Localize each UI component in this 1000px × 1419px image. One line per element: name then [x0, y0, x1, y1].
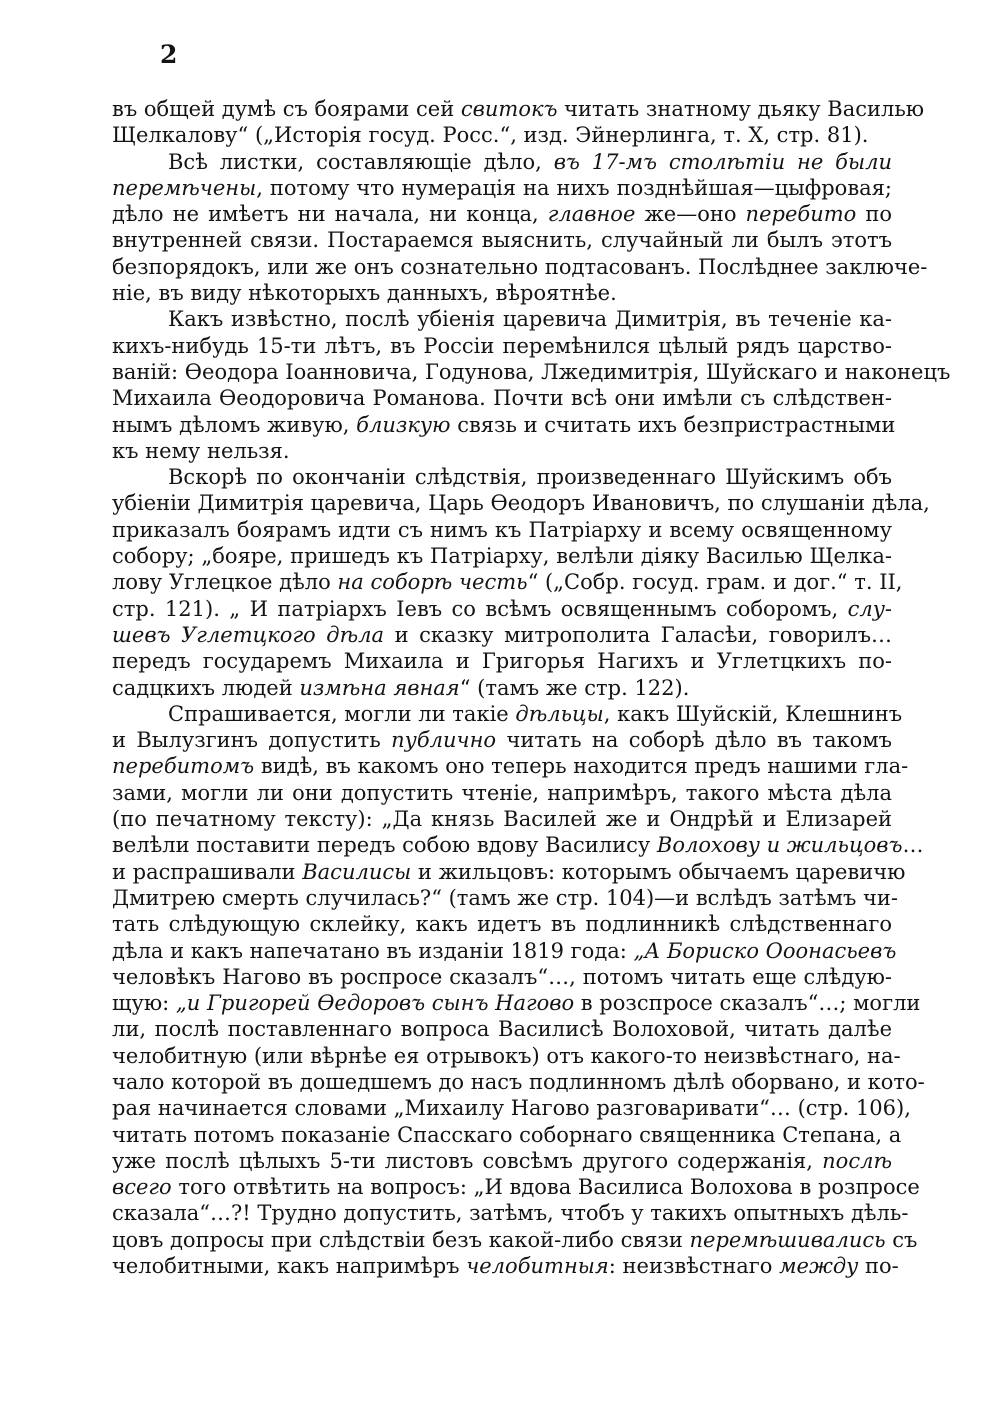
- text-line: [112, 1069, 925, 1095]
- text-line: [112, 122, 892, 148]
- italic-text: публично: [391, 728, 497, 753]
- text-line: [112, 964, 892, 990]
- text-line: [112, 1043, 901, 1069]
- text-segment: Вскорѣ по окончаніи слѣдствія, произведеннаго Шуйскимъ объ: [168, 465, 892, 490]
- italic-text: на соборѣ честь: [337, 570, 528, 595]
- text-line: [112, 280, 892, 306]
- text-segment: въ общей думѣ съ боярами сей: [112, 97, 461, 121]
- italic-text: Василисы: [302, 859, 412, 884]
- italic-text: Волохову и жильцовъ: [656, 833, 903, 858]
- text-segment: читать на соборѣ дѣло въ такомъ: [496, 728, 893, 753]
- italic-text: близкую: [356, 412, 451, 437]
- text-line: [112, 675, 892, 701]
- text-segment: ли, послѣ поставленнаго вопроса Василисѣ Волоховой, читать далѣе: [112, 1017, 892, 1042]
- text-segment: внутренней связи. Постараемся выяснить, случайный ли былъ этотъ: [112, 228, 892, 253]
- text-segment: связь и считать ихъ безпристрастными: [450, 412, 896, 437]
- text-segment: садцкихъ людей: [112, 675, 300, 700]
- text-segment: щую:: [112, 991, 176, 1016]
- page-text: [112, 96, 951, 1279]
- text-segment: “ („Собр. госуд. грам. и дог.“ т. II,: [527, 570, 903, 595]
- text-line: [112, 780, 892, 806]
- italic-text: главное: [547, 202, 636, 227]
- text-line: [112, 1227, 918, 1253]
- text-line: [112, 911, 892, 937]
- italic-text: въ 17-мъ столѣтіи не были: [553, 149, 892, 174]
- text-segment: къ нему нельзя.: [112, 438, 290, 463]
- italic-text: шевъ Углетцкого дѣла: [112, 622, 385, 647]
- text-line: [112, 254, 928, 280]
- text-line: [112, 806, 892, 832]
- text-line: [112, 438, 892, 464]
- text-line: [112, 701, 903, 727]
- text-line: [112, 990, 921, 1016]
- text-line: [112, 543, 892, 569]
- text-segment: и жильцовъ: которымъ обычаемъ царевичю: [411, 859, 906, 884]
- text-line: [112, 1095, 911, 1121]
- text-segment: …: [902, 833, 924, 858]
- page-number: 2: [160, 40, 178, 69]
- italic-text: между: [779, 1254, 859, 1279]
- text-segment: зами, могли ли они допустить чтеніе, напримѣръ, такого мѣста дѣла: [112, 780, 892, 805]
- text-segment: уже послѣ цѣлыхъ 5-ти листовъ совсѣмъ другого содержанія,: [112, 1148, 823, 1173]
- text-segment: человѣкъ Нагово въ роспросе сказалъ“…, потомъ читать еще слѣдую-: [112, 964, 892, 989]
- text-segment: и сказку митрополита Галасѣи, говорилъ…: [384, 622, 892, 647]
- italic-text: послѣ: [822, 1148, 892, 1173]
- text-line: [112, 1200, 909, 1226]
- text-segment: и Вылузгинъ допустить: [112, 728, 392, 753]
- text-segment: читать знатному дьяку Василью: [557, 97, 925, 121]
- text-segment: “ (тамъ же стр. 122).: [459, 675, 690, 700]
- text-segment: и распрашивали: [112, 859, 303, 884]
- text-line: [112, 1148, 892, 1174]
- text-segment: ніе, въ виду нѣкоторыхъ данныхъ, вѣроятнѣе.: [112, 281, 617, 306]
- italic-text: „А Бориско Ооонасьевъ: [633, 938, 897, 963]
- text-line: [112, 859, 906, 885]
- text-line: [112, 96, 925, 122]
- text-segment: по-: [858, 1254, 899, 1279]
- text-line: [112, 648, 892, 674]
- text-segment: челобитными, какъ напримѣръ: [112, 1254, 467, 1279]
- text-line: [112, 753, 909, 779]
- text-line: [112, 464, 892, 490]
- text-line: [112, 175, 892, 201]
- italic-text: перебитомъ: [112, 754, 255, 779]
- italic-text: перебито: [745, 202, 857, 227]
- text-segment: приказалъ боярамъ идти съ нимъ къ Патріарху и всему освященному: [112, 517, 892, 542]
- text-segment: убіеніи Димитрія царевича, Царь Ѳеодоръ Ивановичъ, по слушаніи дѣла,: [112, 491, 930, 516]
- text-segment: Спрашивается, могли ли такіе: [168, 701, 516, 726]
- italic-text: дѣльцы: [515, 701, 604, 726]
- italic-text: свитокъ: [460, 97, 558, 121]
- italic-text: „и Григорей Ѳедоровъ сынъ Нагово: [175, 991, 575, 1016]
- italic-text: всего: [112, 1175, 172, 1200]
- text-segment: читать потомъ показаніе Спасскаго соборнаго священника Степана, а: [112, 1122, 902, 1147]
- text-segment: собору; „бояре, пришедъ къ Патріарху, велѣли діяку Василью Щелка-: [112, 544, 892, 569]
- text-line: [112, 727, 892, 753]
- text-line: [112, 227, 892, 253]
- text-segment: кихъ-нибудь 15-ти лѣтъ, въ Россіи перемѣнился цѣлый рядъ царство-: [112, 333, 892, 358]
- italic-text: челобитныя: [466, 1254, 609, 1279]
- text-segment: в розспросе сказалъ“…; могли: [574, 991, 921, 1016]
- text-segment: безпорядокъ, или же онъ сознательно подтасованъ. Послѣднее заключе-: [112, 254, 928, 279]
- text-segment: того отвѣтить на вопросъ: „И вдова Василиса Волохова в розпросе: [171, 1175, 920, 1200]
- italic-text: слу-: [847, 596, 892, 621]
- text-segment: передъ государемъ Михаила и Григорья Нагихъ и Углетцкихъ по-: [112, 649, 892, 674]
- text-line: [112, 333, 892, 359]
- text-segment: лову Углецкое дѣло: [112, 570, 338, 595]
- text-segment: Щелкалову“ („Исторія госуд. Росс.“, изд. Эйнерлинга, т. X, стр. 81).: [112, 123, 869, 148]
- text-line: [112, 412, 896, 438]
- text-segment: : неизвѣстнаго: [608, 1254, 780, 1279]
- text-segment: , какъ Шуйскій, Клешнинъ: [603, 701, 903, 726]
- text-segment: дѣла и какъ напечатано въ изданіи 1819 года:: [112, 938, 634, 963]
- text-line: [112, 1253, 899, 1279]
- text-segment: же—оно: [635, 202, 746, 227]
- text-line: [112, 517, 892, 543]
- text-line: [112, 1016, 892, 1042]
- text-segment: нымъ дѣломъ живую,: [112, 412, 357, 437]
- text-segment: тать слѣдующую склейку, какъ идетъ въ подлинникѣ слѣдственнаго: [112, 912, 892, 937]
- text-segment: , потому что нумерація на нихъ позднѣйшая—цыфровая;: [256, 175, 892, 200]
- text-segment: стр. 121). „ И патріархъ Іевъ со всѣмъ освященнымъ соборомъ,: [112, 596, 848, 621]
- text-line: [112, 596, 892, 622]
- text-line: [112, 1174, 920, 1200]
- text-segment: рая начинается словами „Михаилу Нагово разговаривати“… (стр. 106),: [112, 1096, 911, 1121]
- text-segment: цовъ допросы при слѣдствіи безъ какой-либо связи: [112, 1227, 690, 1252]
- text-line: [112, 569, 903, 595]
- text-segment: велѣли поставити передъ собою вдову Василису: [112, 833, 657, 858]
- text-line: [112, 885, 899, 911]
- text-segment: Всѣ листки, составляющіе дѣло,: [168, 149, 554, 174]
- text-segment: дѣло не имѣетъ ни начала, ни конца,: [112, 202, 548, 227]
- text-segment: Дмитрею смерть случилась?“ (тамъ же стр. 104)—и вслѣдъ затѣмъ чи-: [112, 885, 899, 910]
- italic-text: перемѣчены: [112, 175, 257, 200]
- text-line: [112, 938, 897, 964]
- text-segment: видѣ, въ какомъ оно теперь находится предъ нашими гла-: [254, 754, 909, 779]
- text-line: [112, 201, 892, 227]
- text-segment: по: [856, 202, 892, 227]
- text-segment: челобитную (или вѣрнѣе ея отрывокъ) отъ какого-то неизвѣстнаго, на-: [112, 1043, 901, 1068]
- text-segment: чало которой въ дошедшемъ до насъ подлинномъ дѣлѣ оборвано, и кото-: [112, 1069, 925, 1094]
- italic-text: измѣна явная: [299, 675, 460, 700]
- text-segment: (по печатному тексту): „Да князь Василей же и Ондрѣй и Елизарей: [112, 807, 892, 832]
- text-segment: Михаила Ѳеодоровича Романова. Почти всѣ они имѣли съ слѣдствен-: [112, 386, 892, 411]
- text-line: [112, 149, 892, 175]
- text-segment: ваній: Ѳеодора Іоанновича, Годунова, Лжедимитрія, Шуйскаго и наконецъ: [112, 359, 951, 384]
- italic-text: перемѣшивались: [689, 1227, 886, 1252]
- text-line: [112, 359, 951, 385]
- text-line: [112, 385, 892, 411]
- text-line: [112, 832, 924, 858]
- text-line: [112, 1122, 902, 1148]
- text-line: [112, 306, 892, 332]
- text-line: [112, 622, 892, 648]
- text-segment: сказала“…?! Трудно допустить, затѣмъ, чтобъ у такихъ опытныхъ дѣль-: [112, 1201, 909, 1226]
- text-segment: Какъ извѣстно, послѣ убіенія царевича Димитрія, въ теченіе ка-: [168, 307, 892, 332]
- text-line: [112, 490, 930, 516]
- text-segment: съ: [885, 1227, 918, 1252]
